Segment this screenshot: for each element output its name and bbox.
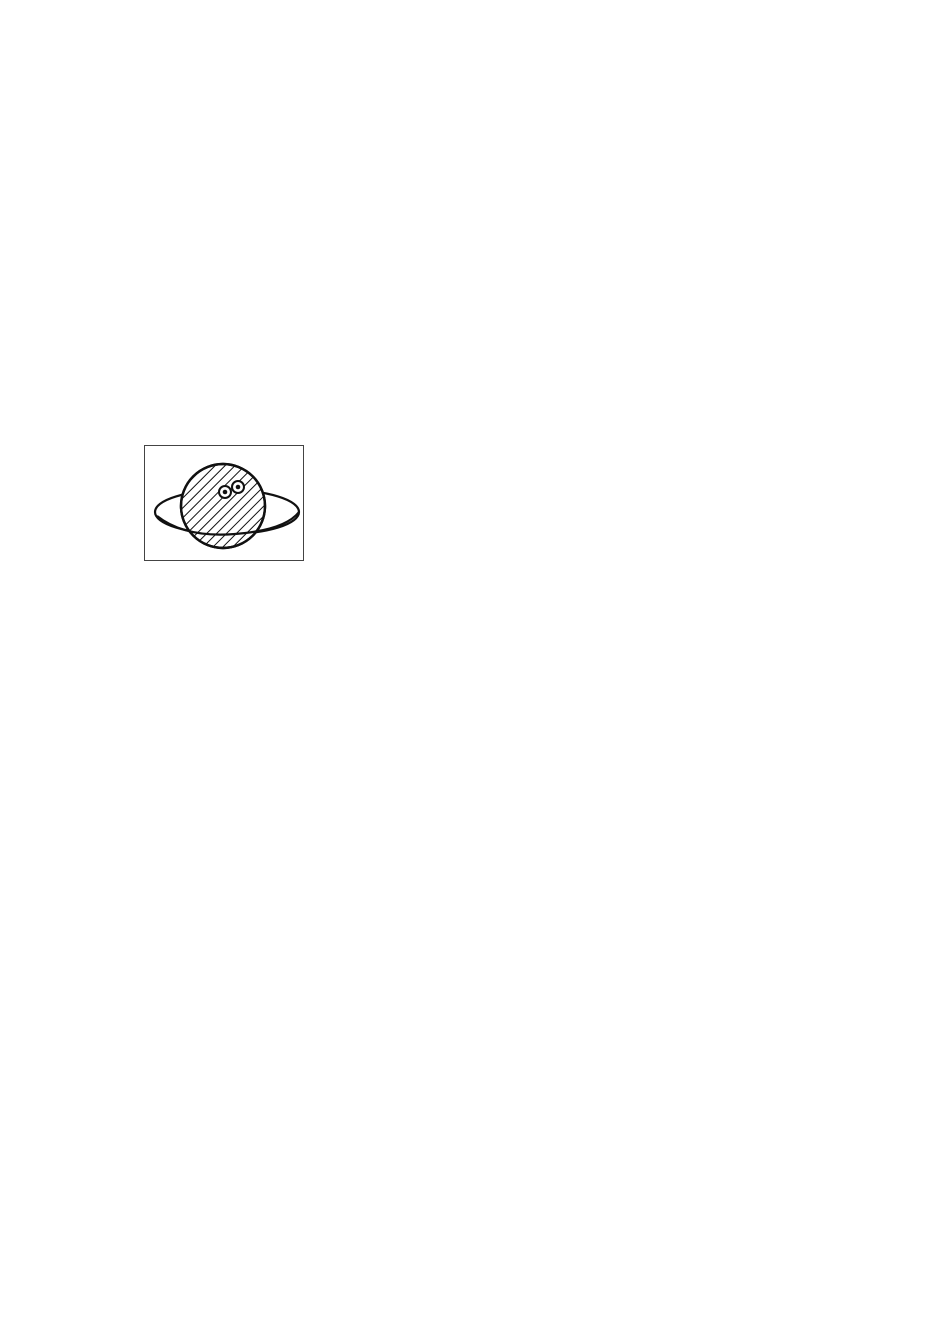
planet-orbit-icon (145, 446, 305, 562)
planet-orbit-figure (144, 445, 304, 561)
figure-captions (0, 566, 950, 588)
figure-15 (144, 445, 304, 561)
